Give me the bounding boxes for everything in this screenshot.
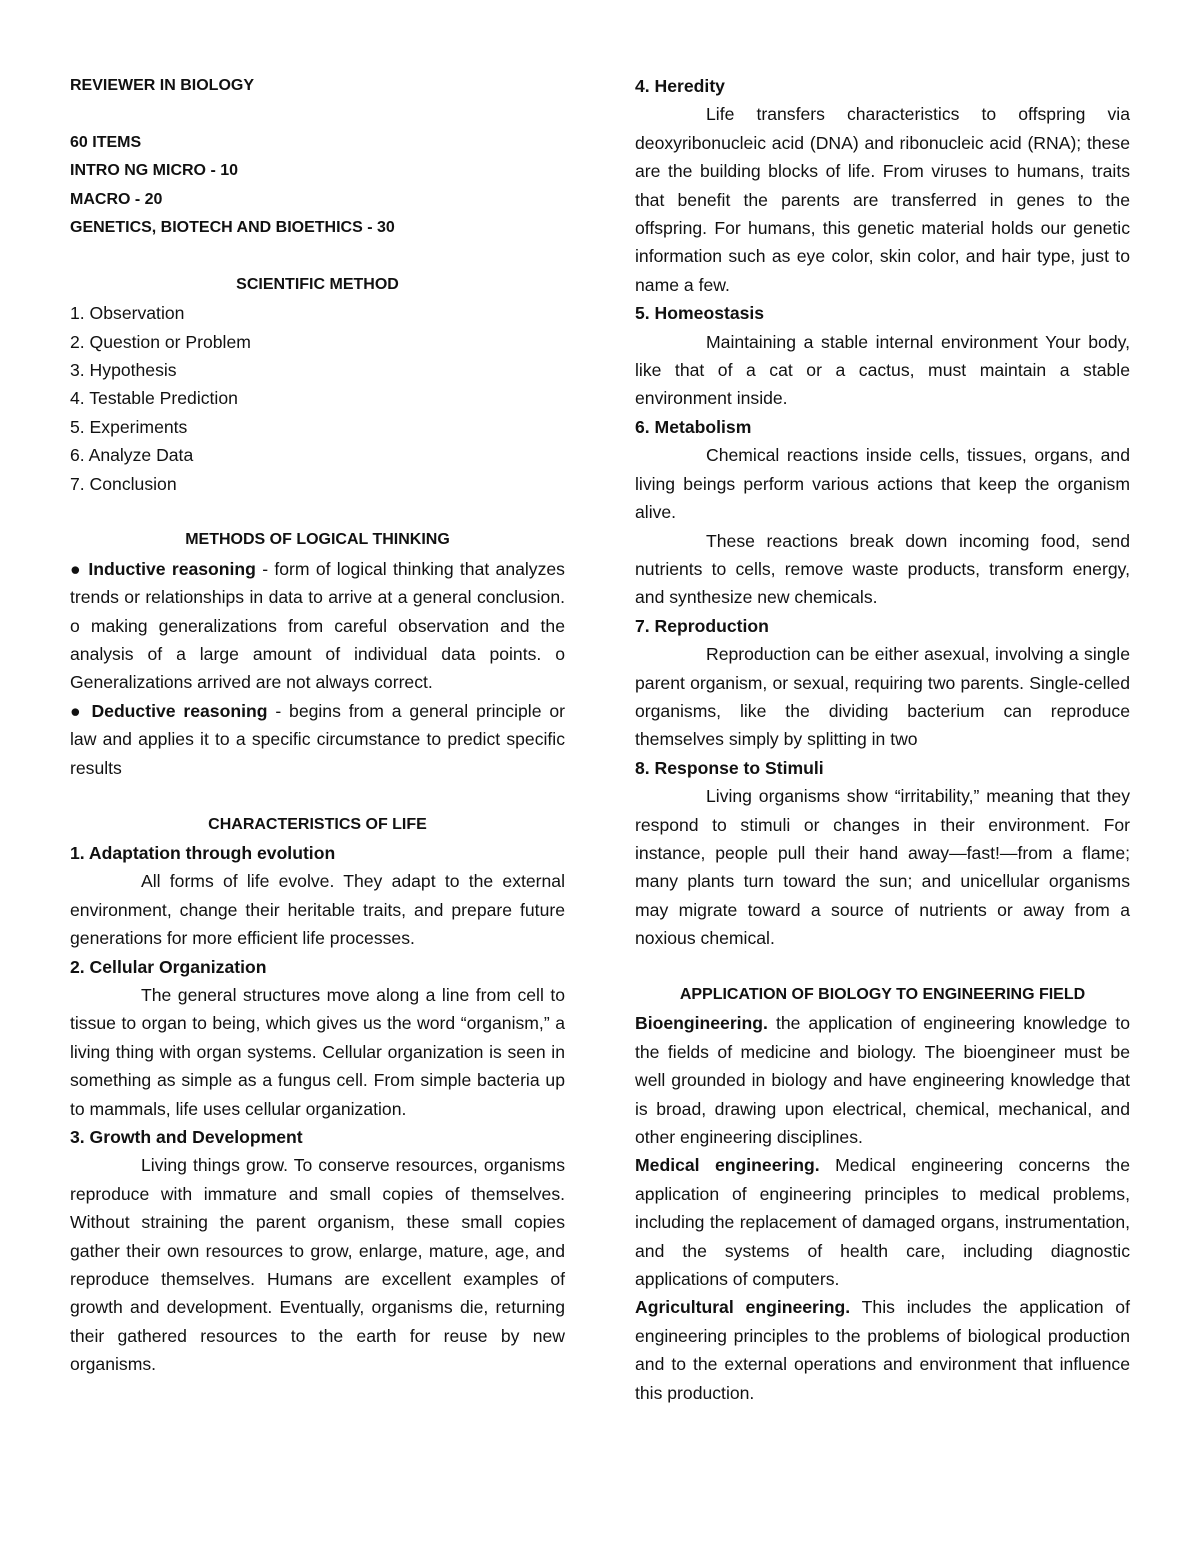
characteristics-heading: CHARACTERISTICS OF LIFE: [208, 815, 427, 833]
method-step: 6. Analyze Data: [70, 445, 194, 466]
method-step: 7. Conclusion: [70, 473, 177, 494]
application-text: This includes the application of engineering principles to the problems of biological production and to the external operations and environment that influence this production.: [635, 1297, 1130, 1403]
macro-count: MACRO - 20: [70, 190, 163, 208]
method-step: 5. Experiments: [70, 416, 188, 437]
characteristic-title: 8. Response to Stimuli: [635, 757, 824, 778]
characteristic-title: 4. Heredity: [635, 76, 725, 96]
deductive-text: - begins from a general principle or law and applies it to a specific circumstance to predict specific results: [70, 700, 565, 778]
logical-thinking-heading: METHODS OF LOGICAL THINKING: [185, 531, 450, 549]
characteristic-text: Life transfers characteristics to offspring via deoxyribonucleic acid (DNA) and ribonucleic acid (RNA); these are the building blocks of life. From viruses to humans, traits that benefit the parents are transferred in genes to the offspring. For humans, this genetic material holds our genetic information such as eye color, skin color, and hair type, just to name a few.: [635, 104, 1130, 295]
application-heading: APPLICATION OF BIOLOGY TO ENGINEERING FIELD: [679, 985, 1086, 1003]
application-text: Medical engineering concerns the application of engineering principles to medical problems, including the replacement of damaged organs, instrumentation, and the systems of health care, including diagnostic applications of computers.: [635, 1155, 1130, 1290]
application-term: Medical engineering.: [635, 1155, 820, 1176]
application-text: the application of engineering knowledge to the fields of medicine and biology. The bioengineer must be well grounded in biology and have engineering knowledge that is broad, drawing upon electrical, chemical, mechanical, and other engineering disciplines.: [635, 1013, 1130, 1148]
characteristic-text: Reproduction can be either asexual, involving a single parent organism, or sexual, requiring two parents. Single-celled organisms, like the dividing bacterium can reproduce themselves simply by splitting in two: [635, 644, 1130, 750]
characteristic-title: 6. Metabolism: [635, 416, 752, 437]
method-step: 3. Hypothesis: [70, 360, 177, 381]
method-step: 1. Observation: [70, 303, 185, 324]
inductive-reasoning: [70, 555, 565, 697]
left-column: [70, 72, 565, 1379]
characteristic-title: 3. Growth and Development: [70, 1126, 303, 1147]
method-step: 4. Testable Prediction: [70, 388, 238, 409]
deductive-reasoning: [70, 697, 565, 782]
application-entry: [635, 1009, 1130, 1151]
characteristic-text: The general structures move along a line from cell to tissue to organ to being, which gives us the word “organism,” a living thing with organ systems. Cellular organization is seen in something as simple as a fungus cell. From simple bacteria up to mammals, life uses cellular organization.: [70, 984, 565, 1119]
characteristic-text: These reactions break down incoming food, send nutrients to cells, remove waste products, transform energy, and synthesize new chemicals.: [635, 530, 1130, 608]
characteristic-text: Living things grow. To conserve resources, organisms reproduce with immature and small copies of themselves. Without straining the parent organism, these small copies gather their own resources to grow, enlarge, mature, age, and reproduce themselves. Humans are excellent examples of growth and development. Eventually, organisms die, returning their gathered resources to the earth for reuse by new organisms.: [70, 1155, 565, 1375]
inductive-text: - form of logical thinking that analyzes trends or relationships in data to arrive at a general conclusion. o making generalizations from careful observation and the analysis of a large amount of individual data points. o Generalizations arrived are not always correct.: [70, 558, 565, 693]
right-column: [635, 72, 1130, 1407]
method-step: 2. Question or Problem: [70, 331, 251, 352]
application-term: Bioengineering.: [635, 1013, 768, 1034]
characteristic-title: 7. Reproduction: [635, 615, 769, 636]
characteristic-title: 2. Cellular Organization: [70, 956, 267, 977]
intro-micro-count: INTRO NG MICRO - 10: [70, 162, 239, 180]
inductive-term: ● Inductive reasoning: [70, 558, 256, 579]
characteristic-title: 5. Homeostasis: [635, 303, 765, 324]
characteristic-title: 1. Adaptation through evolution: [70, 842, 336, 863]
genetics-count: GENETICS, BIOTECH AND BIOETHICS - 30: [70, 219, 395, 237]
items-count: 60 ITEMS: [70, 133, 142, 151]
characteristic-text: Chemical reactions inside cells, tissues, organs, and living beings perform various actions that keep the organism alive.: [635, 445, 1130, 523]
document-title: REVIEWER IN BIOLOGY: [70, 77, 255, 94]
characteristic-text: Maintaining a stable internal environment Your body, like that of a cat or a cactus, must maintain a stable environment inside.: [635, 331, 1130, 409]
application-entry: [635, 1293, 1130, 1407]
characteristic-text: Living organisms show “irritability,” meaning that they respond to stimuli or changes in their environment. For instance, people pull their hand away—fast!—from a flame; many plants turn toward the sun; and unicellular organisms may migrate toward a source of nutrients or away from a noxious chemical.: [635, 786, 1130, 949]
application-entry: [635, 1151, 1130, 1293]
characteristic-text: All forms of life evolve. They adapt to the external environment, change their heritable traits, and prepare future generations for more efficient life processes.: [70, 871, 565, 949]
scientific-method-heading: SCIENTIFIC METHOD: [236, 275, 399, 293]
deductive-term: ● Deductive reasoning: [70, 700, 268, 721]
application-term: Agricultural engineering.: [635, 1297, 851, 1318]
